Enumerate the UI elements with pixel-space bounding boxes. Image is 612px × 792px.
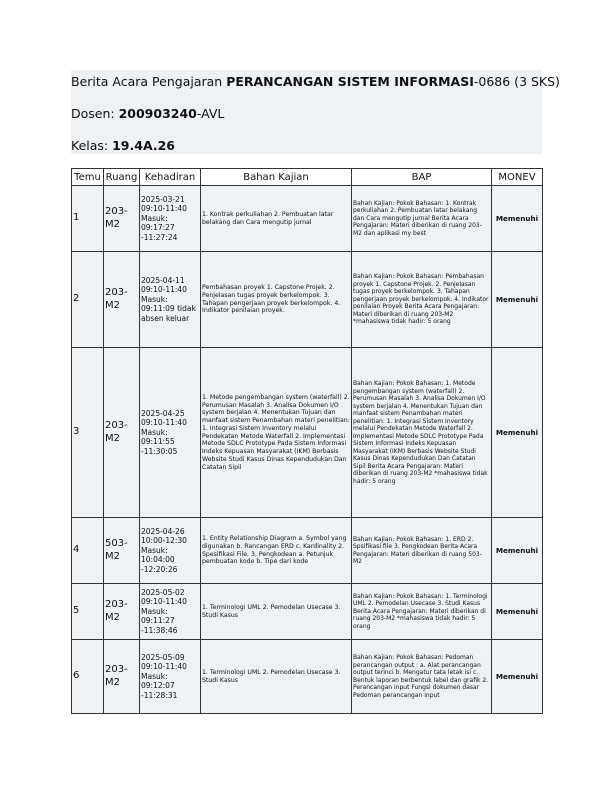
cell-ruang: 503-M2 (104, 518, 140, 584)
cell-ruang: 203-M2 (104, 348, 140, 518)
cell-ruang: 203-M2 (104, 252, 140, 348)
cell-temu: 6 (72, 640, 104, 714)
cell-monev: Memenuhi (492, 186, 543, 252)
cell-monev: Memenuhi (492, 640, 543, 714)
cell-bap: Bahan Kajian: Pokok Bahasan: 1. ERD 2. Spsifikasi file 3. Pengkodean Berita Acara Pengajaran: Materi diberikan di ruang 503-M2 (352, 518, 492, 584)
cell-bahan-kajian: Pembahasan proyek 1. Capstone Projek. 2. Penjelasan tugas proyek berkelompok. 3. Tahapan pengerjaan proyek berkelompok. 4. Indikator penilaian proyek. (201, 252, 352, 348)
cell-ruang: 203-M2 (104, 584, 140, 640)
cell-bap: Bahan Kajian: Pokok Bahasan: 1. Kontrak perkuliahan 2. Pembuatan latar belakang dan Cara mengutip jurnal Berita Acara Pengajaran: Materi diberikan di ruang 203-M2 dan aplikasi my best (352, 186, 492, 252)
table-row (72, 252, 543, 348)
cell-monev: Memenuhi (492, 584, 543, 640)
dosen-id: 200903240 (118, 106, 197, 121)
course-name: PERANCANGAN SISTEM INFORMASI (226, 74, 474, 89)
cell-monev: Memenuhi (492, 518, 543, 584)
cell-ruang: 203-M2 (104, 640, 140, 714)
cell-temu: 3 (72, 348, 104, 518)
bap-table (71, 168, 543, 714)
cell-bahan-kajian: 1. Metode pengembangan system (waterfall) 2. Perumusan Masalah 3. Analisa Dokumen I/O system berjalan 4. Menentukan Tujuan dan manfaat sistem Penambahan materi penelitian: 1. Integrasi Sistem Inventory melalui Pendekatan Metode Waterfall 2. Implementasi Metode SDLC Prototype Pada Sistem Informasi Indeks Kepuasan Masyarakat (IKM) Berbasis Website Studi Kasus Dinas Kependudukan Dan Catatan Sipil (201, 348, 352, 518)
cell-temu: 1 (72, 186, 104, 252)
table-row (72, 640, 543, 714)
course-title: Berita Acara Pengajaran PERANCANGAN SISTEM INFORMASI-0686 (3 SKS) (71, 74, 560, 89)
cell-bahan-kajian: 1. Terminologi UML 2. Pemodelan Usecase 3. Studi Kasus (201, 640, 352, 714)
kelas-value: 19.4A.26 (112, 138, 175, 153)
cell-temu: 4 (72, 518, 104, 584)
col-temu: Temu (72, 169, 104, 186)
cell-temu: 2 (72, 252, 104, 348)
cell-kehadiran: 2025-04-25 09:10-11:40 Masuk: 09:11:55 -11:30:05 (140, 348, 201, 518)
table-row (72, 584, 543, 640)
cell-bap: Bahan Kajian: Pokok Bahasan: 1. Metode pengembangan system (waterfall) 2. Perumusan Masalah 3. Analisa Dokumen I/O system berjalan 4. Menentukan Tujuan dan manfaat sistem Penambahan materi penelitian: 1. Integrasi Sistem Inventory melalui Pendekatan Metode Waterfall 2. Implementasi Metode SDLC Prototype Pada Sistem Informasi Indeks Kepuasan Masyarakat (IKM) Berbasis Website Studi Kasus Dinas Kependudukan Dan Catatan Sipil Berita Acara Pengajaran: Materi diberikan di ruang 203-M2 *mahasiswa tidak hadir: 5 orang (352, 348, 492, 518)
col-bahan-kajian: Bahan Kajian (201, 169, 352, 186)
table-row (72, 186, 543, 252)
cell-temu: 5 (72, 584, 104, 640)
cell-kehadiran: 2025-03-21 09:10-11:40 Masuk: 09:17:27 -11:27:24 (140, 186, 201, 252)
cell-kehadiran: 2025-04-11 09:10-11:40 Masuk: 09:11:09 tidak absen keluar (140, 252, 201, 348)
cell-monev: Memenuhi (492, 252, 543, 348)
col-kehadiran: Kehadiran (140, 169, 201, 186)
cell-bap: Bahan Kajian: Pokok Bahasan: Pedoman perancangan output : a. Alat perancangan output terinci b. Mengatur tata letak isi c. Bentuk laporan berbentuk label dan grafik 2. Perancangan input Fungsi dokumen dasar Pedoman perancangan input (352, 640, 492, 714)
cell-kehadiran: 2025-05-02 09:10-11:40 Masuk: 09:11:27 -11:38:46 (140, 584, 201, 640)
cell-ruang: 203-M2 (104, 186, 140, 252)
cell-bahan-kajian: 1. Entity Relationship Diagram a. Symbol yang digunakan b. Rancangan ERD c. Kardinality 2. Spesifikasi File. 3. Pengkodean a. Petunjuk pembuatan kode b. Tipe dari kode (201, 518, 352, 584)
cell-bahan-kajian: 1. Terminologi UML 2. Pemodelan Usecase 3. Studi Kasus (201, 584, 352, 640)
kelas-line: Kelas: 19.4A.26 (71, 138, 175, 153)
col-monev: MONEV (492, 169, 543, 186)
cell-bahan-kajian: 1. Kontrak perkuliahan 2. Pembuatan latar belakang dan Cara mengutip jurnal (201, 186, 352, 252)
dosen-line: Dosen: 200903240-AVL (71, 106, 225, 121)
cell-bap: Bahan Kajian: Pokok Bahasan: 1. Terminologi UML 2. Pemodelan Usecase 3. Studi Kasus Berita Acara Pengajaran: Materi diberikan di ruang 203-M2 *mahasiswa tidak hadir: 5 orang (352, 584, 492, 640)
cell-bap: Bahan Kajian: Pokok Bahasan: Pembahasan proyek 1. Capstone Projek. 2. Penjelasan tugas proyek berkelompok. 3. Tahapan pengerjaan proyek berkelompok. 4. Indikator penilaian Proyek Berita Acara Pengajaran: Materi diberikan di ruang 203-M2 *mahasiswa tidak hadir: 5 orang (352, 252, 492, 348)
table-header-row (72, 169, 543, 186)
col-ruang: Ruang (104, 169, 140, 186)
col-bap: BAP (352, 169, 492, 186)
cell-kehadiran: 2025-04-26 10:00-12:30 Masuk: 10:04:00 -12:20:26 (140, 518, 201, 584)
cell-kehadiran: 2025-05-09 09:10-11:40 Masuk: 09:12:07 -11:28:31 (140, 640, 201, 714)
cell-monev: Memenuhi (492, 348, 543, 518)
table-row (72, 348, 543, 518)
table-row (72, 518, 543, 584)
